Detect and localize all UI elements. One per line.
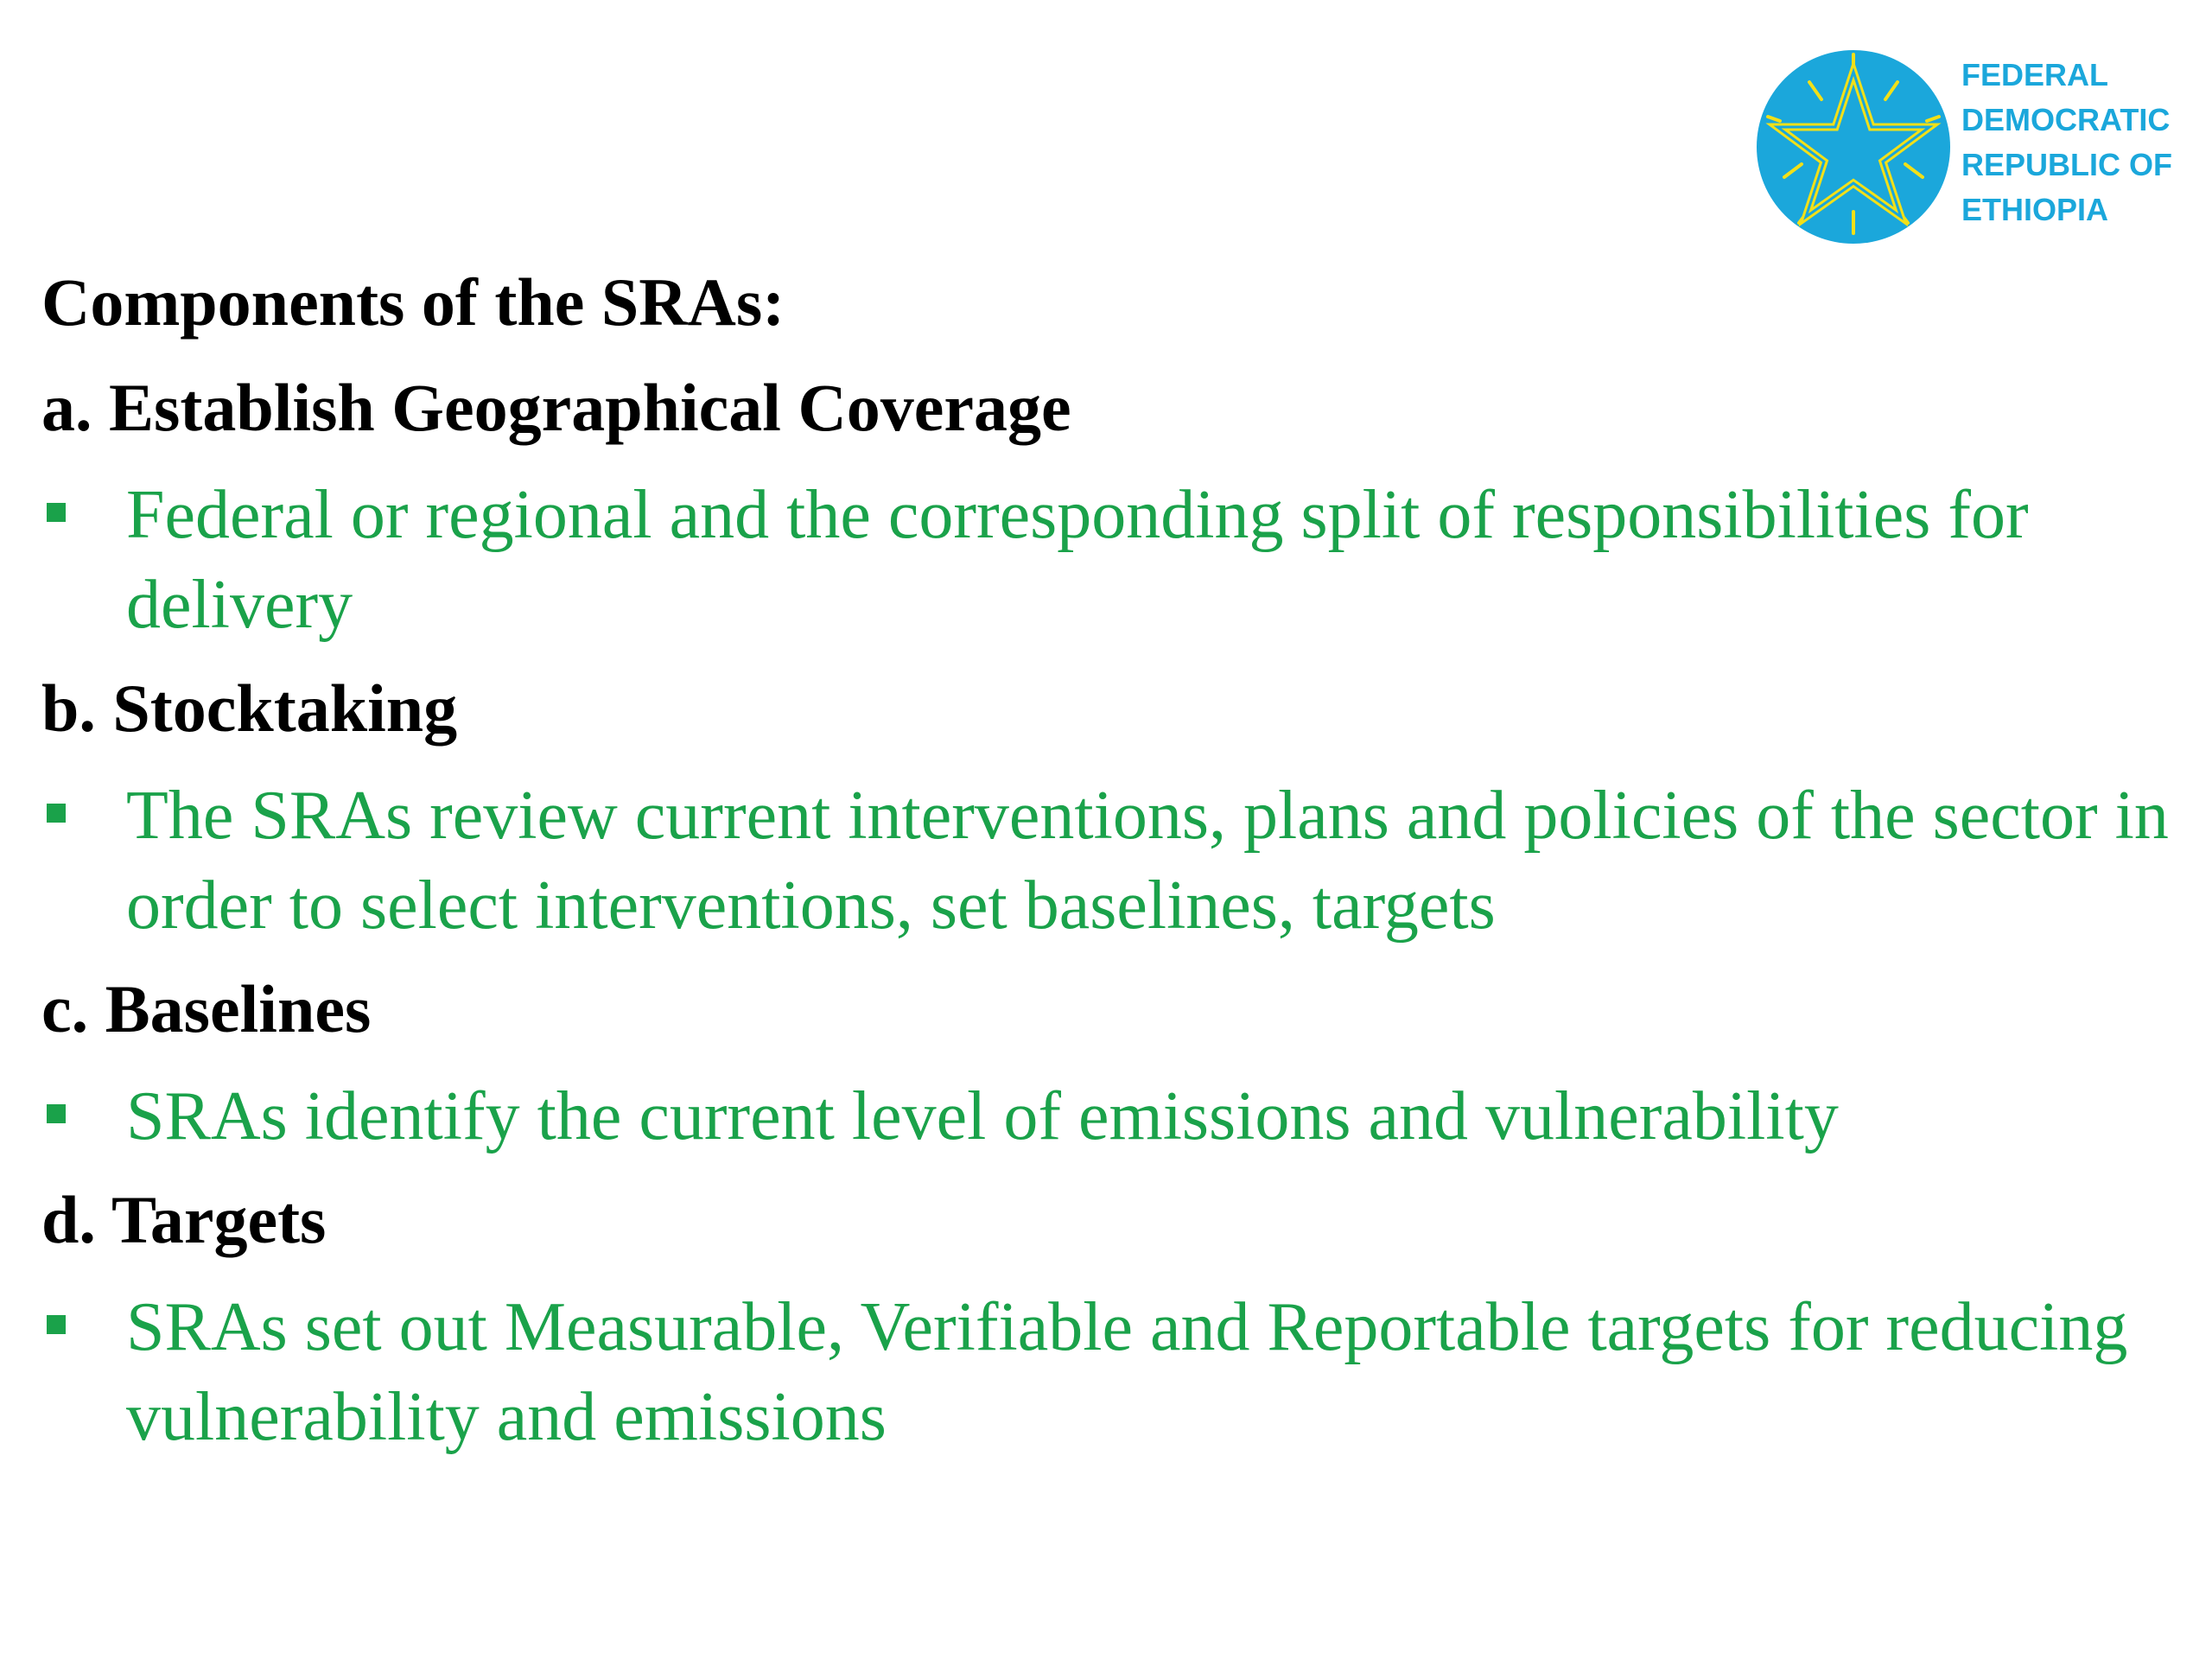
section-heading: c. Baselines [41,971,372,1046]
bullet-square-icon [47,804,66,823]
logo-line: DEMOCRATIC [1961,102,2171,137]
logo-line: FEDERAL [1961,57,2108,92]
bullet-item [41,1071,2184,1161]
bullet-item [41,1282,2184,1462]
ethiopia-emblem-icon [1754,48,1953,246]
section-heading: a. Establish Geographical Coverage [41,370,1071,445]
bullet-text: SRAs identify the current level of emissions and vulnerability [126,1078,1839,1154]
bullet-text: The SRAs review current interventions, plans and policies of the sector in order to select interventions, set baselines, targets [126,778,2169,944]
bullet-item [41,470,2184,650]
bullet-text: SRAs set out Measurable, Verifiable and Reportable targets for reducing vulnerability and emissions [126,1289,2128,1455]
bullet-item [41,771,2184,950]
bullet-square-icon [47,503,66,522]
section-heading: b. Stocktaking [41,671,458,746]
bullet-square-icon [47,1104,66,1123]
logo-text [1961,53,2172,232]
ethiopia-logo [1754,48,2186,251]
logo-line: ETHIOPIA [1961,192,2109,227]
bullet-square-icon [47,1315,66,1334]
slide-title: Components of the SRAs: [41,264,785,340]
slide-content [41,259,2184,1478]
logo-line: REPUBLIC OF [1961,147,2173,182]
section-heading: d. Targets [41,1182,327,1257]
bullet-text: Federal or regional and the corresponding split of responsibilities for delivery [126,477,2029,643]
